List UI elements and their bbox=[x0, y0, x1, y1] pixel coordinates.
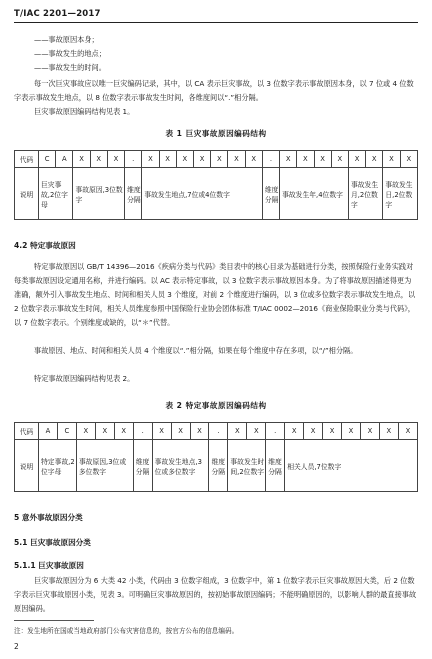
code-cell: X bbox=[142, 151, 159, 168]
desc-year: 事故发生年,4位数字 bbox=[280, 168, 349, 220]
code-cell: X bbox=[360, 423, 379, 440]
list-item: ——事故发生的地点； bbox=[34, 49, 106, 58]
code-cell: X bbox=[176, 151, 193, 168]
footnote: 注：发生地所在国或当地政府部门公布灾害信息的，按官方公布的信息编码。 bbox=[14, 627, 239, 635]
desc-separator: 维度分隔 bbox=[133, 440, 152, 492]
code-label: 代码 bbox=[15, 151, 39, 168]
section-heading-5-1-1: 5.1.1 巨灾事故原因 bbox=[14, 561, 84, 570]
code-cell: X bbox=[323, 423, 342, 440]
table-caption: 表 2 特定事故原因编码结构 bbox=[165, 401, 267, 410]
code-cell: X bbox=[107, 151, 124, 168]
code-cell: X bbox=[193, 151, 210, 168]
code-cell: X bbox=[114, 423, 133, 440]
paragraph: 巨灾事故原因编码结构见表 1。 bbox=[34, 107, 135, 116]
code-cell: X bbox=[398, 423, 417, 440]
desc-day: 事故发生日,2位数字 bbox=[383, 168, 418, 220]
code-cell: C bbox=[57, 423, 76, 440]
page-number: 2 bbox=[14, 642, 19, 651]
code-cell: X bbox=[90, 151, 107, 168]
desc-cause: 事故原因,3位数字 bbox=[73, 168, 125, 220]
paragraph: 每一次巨灾事故应以唯一巨灾编码记录，其中，以 CA 表示巨灾事故，以 3 位数字表示事故原因本身，以 7 位或 4 位数字表示事故发生地点，以 8 位数字表示事故发生时间，各维度间以“.”相分隔。 bbox=[14, 79, 414, 102]
code-cell: C bbox=[39, 151, 56, 168]
table-row bbox=[15, 151, 418, 168]
code-cell: X bbox=[280, 151, 297, 168]
desc-person: 相关人员,7位数字 bbox=[285, 440, 418, 492]
code-cell: X bbox=[304, 423, 323, 440]
table-row bbox=[15, 168, 418, 220]
list-item: ——事故发生的时间。 bbox=[34, 63, 106, 72]
desc-month: 事故发生月,2位数字 bbox=[348, 168, 382, 220]
code-cell: X bbox=[76, 423, 95, 440]
code-cell: A bbox=[39, 423, 58, 440]
code-cell: X bbox=[285, 423, 304, 440]
code-cell: X bbox=[331, 151, 348, 168]
desc-label: 说明 bbox=[15, 440, 39, 492]
list-item: ——事故原因本身； bbox=[34, 35, 99, 44]
section-heading-4-2: 4.2 特定事故原因 bbox=[14, 241, 76, 250]
code-cell: X bbox=[366, 151, 383, 168]
note-rule bbox=[14, 620, 94, 621]
code-cell: X bbox=[95, 423, 114, 440]
code-cell: X bbox=[383, 151, 400, 168]
paragraph: 特定事故原因以 GB/T 14396—2016《疾病分类与代码》类目表中的核心目录为基础进行分类，按照保险行业务实践对每类事故原因设定通用名称，并进行编码。以 AC 表示特定事故，以 3 位数字表示事故原因本身。为了将事故原因描述得更为准确，额外引入事故发生地点、时间和相关人员 3 个维度，对前 2 个维度进行编码，以 3 位或多位数字表示事故发生地点，以 2 位数字表示事故发生时间，相关人员维度参照中国保险行业协会团体标准 T/IAC 0002—2016《商业保险职业分类与代码》，以 7 位数字表示。个别维度或缺的，以“＊”代替。 bbox=[14, 262, 416, 327]
code-cell: X bbox=[152, 423, 171, 440]
desc-time: 事故发生时间,2位数字 bbox=[228, 440, 266, 492]
standard-number: T/IAC 2201—2017 bbox=[14, 9, 101, 19]
code-cell: X bbox=[342, 423, 361, 440]
code-cell: X bbox=[245, 151, 262, 168]
code-cell: X bbox=[297, 151, 314, 168]
specific-code-table bbox=[14, 422, 418, 492]
paragraph: 特定事故原因编码结构见表 2。 bbox=[34, 374, 135, 383]
paragraph: 事故原因、地点、时间和相关人员 4 个维度以“.”相分隔，如果在每个维度中存在多项，以“/”相分隔。 bbox=[34, 346, 358, 355]
code-cell: X bbox=[73, 151, 90, 168]
code-cell: A bbox=[56, 151, 73, 168]
table-caption: 表 1 巨灾事故原因编码结构 bbox=[165, 129, 267, 138]
code-cell: X bbox=[228, 151, 245, 168]
code-cell: X bbox=[190, 423, 209, 440]
desc-cause: 事故原因,3位或多位数字 bbox=[76, 440, 133, 492]
header-rule bbox=[14, 22, 418, 23]
desc-separator: 维度分隔 bbox=[262, 168, 279, 220]
desc-place: 事故发生地点,7位或4位数字 bbox=[142, 168, 263, 220]
code-cell: X bbox=[379, 423, 398, 440]
code-cell: X bbox=[211, 151, 228, 168]
desc-separator: 维度分隔 bbox=[266, 440, 285, 492]
desc-place: 事故发生地点,3位或多位数字 bbox=[152, 440, 209, 492]
code-cell: X bbox=[314, 151, 331, 168]
desc-label: 说明 bbox=[15, 168, 39, 220]
desc-separator: 维度分隔 bbox=[125, 168, 142, 220]
code-cell: . bbox=[209, 423, 228, 440]
paragraph: 巨灾事故原因分为 6 大类 42 小类，代码由 3 位数字组成，3 位数字中，第 1 位数字表示巨灾事故原因大类，后 2 位数字表示巨灾事故原因小类，见表 3。可明确巨灾事故原因的，按初始事故原因编码；不能明确原因的，以影响人群的最直接事故原因编码。 bbox=[14, 576, 417, 613]
code-cell: X bbox=[348, 151, 365, 168]
desc-category: 特定事故,2位字母 bbox=[39, 440, 77, 492]
code-cell: X bbox=[247, 423, 266, 440]
table-row bbox=[15, 440, 418, 492]
code-cell: . bbox=[262, 151, 279, 168]
desc-category: 巨灾事故,2位字母 bbox=[39, 168, 73, 220]
code-cell: X bbox=[171, 423, 190, 440]
code-cell: X bbox=[228, 423, 247, 440]
code-cell: X bbox=[400, 151, 417, 168]
section-heading-5-1: 5.1 巨灾事故原因分类 bbox=[14, 538, 91, 547]
code-cell: . bbox=[125, 151, 142, 168]
code-cell: . bbox=[133, 423, 152, 440]
section-heading-5: 5 意外事故原因分类 bbox=[14, 513, 83, 522]
catastrophe-code-table bbox=[14, 150, 418, 220]
code-label: 代码 bbox=[15, 423, 39, 440]
code-cell: . bbox=[266, 423, 285, 440]
dimension-list bbox=[14, 33, 418, 75]
desc-separator: 维度分隔 bbox=[209, 440, 228, 492]
table-row bbox=[15, 423, 418, 440]
code-cell: X bbox=[159, 151, 176, 168]
